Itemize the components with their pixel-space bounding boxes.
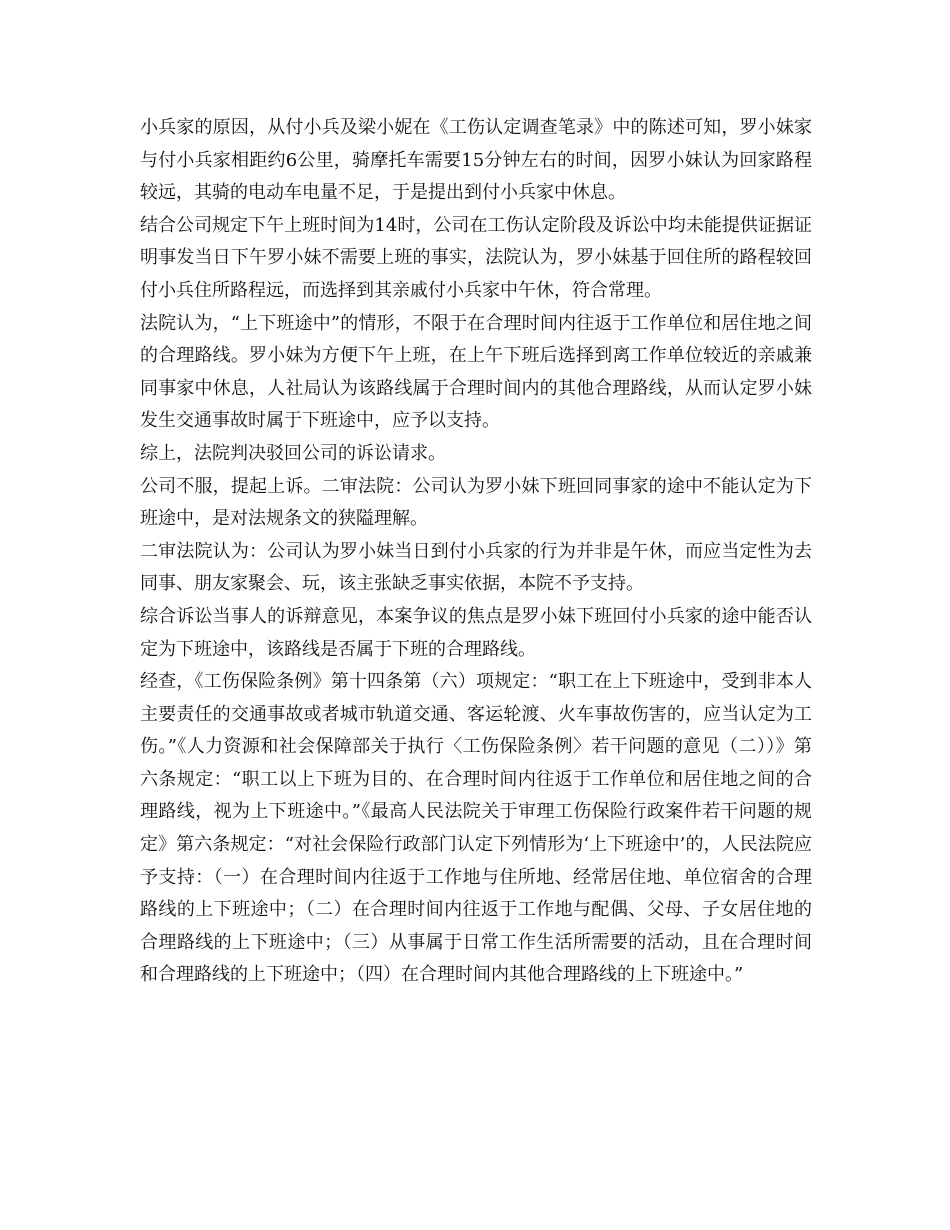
paragraph-1: 小兵家的原因，从付小兵及梁小妮在《工伤认定调查笔录》中的陈述可知，罗小妹家与付小兵家相距约6公里，骑摩托车需要15分钟左右的时间，因罗小妹认为回家路程较远，其骑的电动车电量不足，于是提出到付小兵家中休息。 <box>140 117 812 204</box>
paragraph-4: 综上，法院判决驳回公司的诉讼请求。 <box>140 442 446 464</box>
paragraph-2: 结合公司规定下午上班时间为14时，公司在工伤认定阶段及诉讼中均未能提供证据证明事发当日下午罗小妹不需要上班的事实，法院认为，罗小妹基于回住所的路程较回付小兵住所路程远，而选择到其亲戚付小兵家中午休，符合常理。 <box>140 214 812 301</box>
paragraph-3: 法院认为，“上下班途中”的情形，不限于在合理时间内往返于工作单位和居住地之间的合理路线。罗小妹为方便下午上班，在上午下班后选择到离工作单位较近的亲戚兼同事家中休息，人社局认为该路线属于合理时间内的其他合理路线，从而认定罗小妹发生交通事故时属于下班途中，应予以支持。 <box>140 312 812 432</box>
paragraph-5: 公司不服，提起上诉。二审法院：公司认为罗小妹下班回同事家的途中不能认定为下班途中，是对法规条文的狭隘理解。 <box>140 475 812 530</box>
paragraph-8: 经查，《工伤保险条例》第十四条第（六）项规定：“职工在上下班途中，受到非本人主要责任的交通事故或者城市轨道交通、客运轮渡、火车事故伤害的，应当认定为工伤。”《人力资源和社会保障部关于执行〈工伤保险条例〉若干问题的意见（二））》第六条规定：“职工以上下班为目的、在合理时间内往返于工作单位和居住地之间的合理路线，视为上下班途中。”《最高人民法院关于审理工伤保险行政案件若干问题的规定》第六条规定：“对社会保险行政部门认定下列情形为‘上下班途中’的，人民法院应予支持：（一）在合理时间内往返于工作地与住所地、经常居住地、单位宿舍的合理路线的上下班途中；（二）在合理时间内往返于工作地与配偶、父母、子女居住地的合理路线的上下班途中；（三）从事属于日常工作生活所需要的活动，且在合理时间和合理路线的上下班途中；（四）在合理时间内其他合理路线的上下班途中。” <box>140 671 812 986</box>
paragraph-7: 综合诉讼当事人的诉辩意见，本案争议的焦点是罗小妹下班回付小兵家的途中能否认定为下班途中，该路线是否属于下班的合理路线。 <box>140 605 812 660</box>
paragraph-6: 二审法院认为：公司认为罗小妹当日到付小兵家的行为并非是午休，而应当定性为去同事、朋友家聚会、玩，该主张缺乏事实依据，本院不予支持。 <box>140 540 812 595</box>
document-body <box>140 112 812 992</box>
